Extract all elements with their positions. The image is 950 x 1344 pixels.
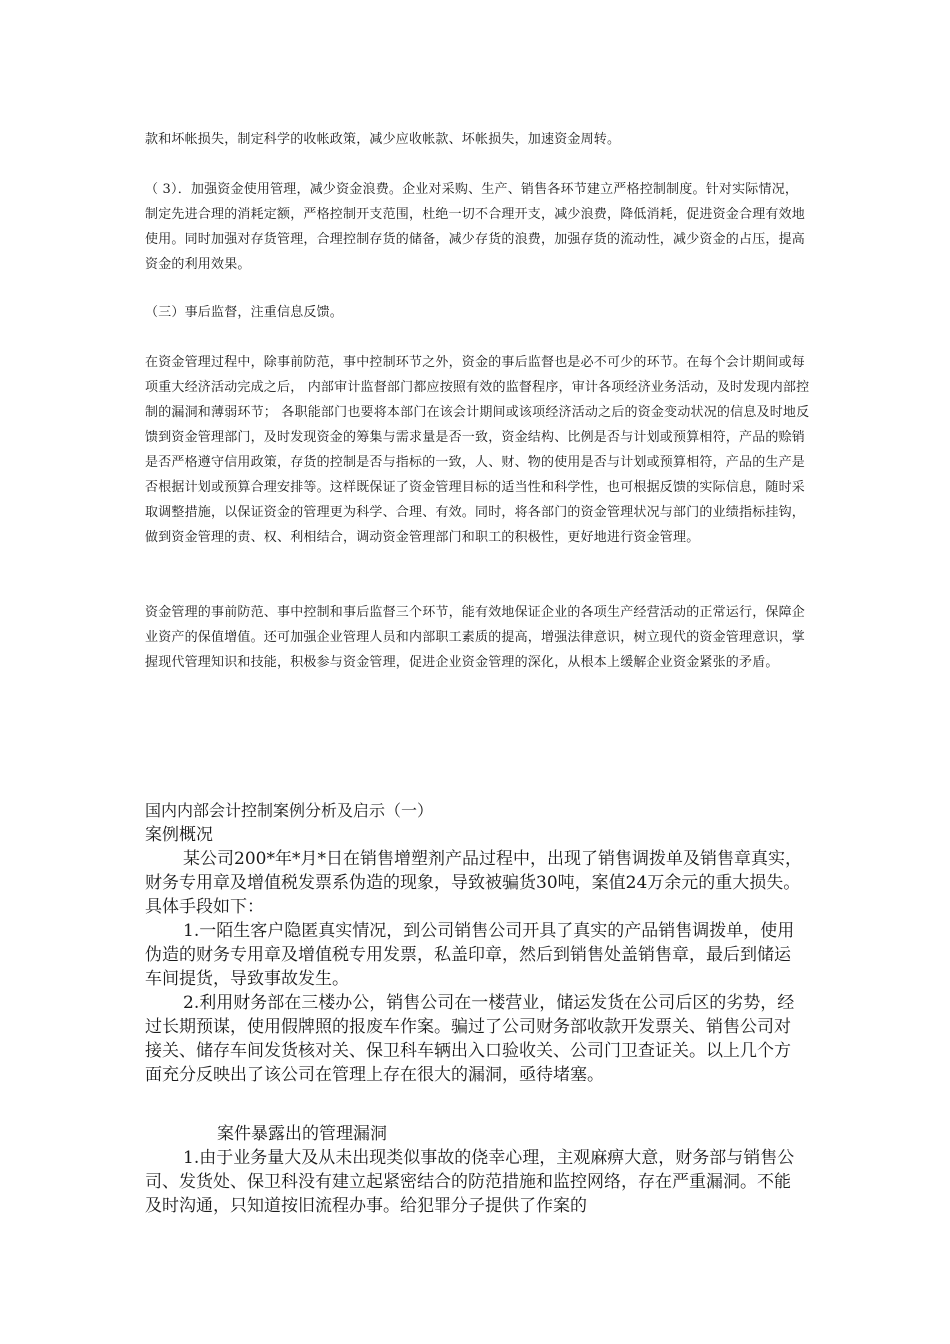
- paragraph-post-supervision: 在资金管理过程中，除事前防范，事中控制环节之外，资金的事后监督也是必不可少的环节。在每个会计期间或每项重大经济活动完成之后， 内部审计监督部门都应按照有效的监督程序，审计各项经济业务活动，及时发现内部控制的漏洞和薄弱环节； 各职能部门也要将本部门在该会计期间或该项经济活动之后的资金变动状况的信息及时地反馈到资金管理部门，及时发现资金的筹集与需求量是否一致，资金结构、比例是否与计划或预算相符，产品的赊销是否严格遵守信用政策，存货的控制是否与指标的一致，人、财、物的使用是否与计划或预算相符，产品的生产是否根据计划或预算合理安排等。这样既保证了资金管理目标的适当性和科学性，也可根据反馈的实际信息，随时采取调整措施，以保证资金的管理更为科学、合理、有效。同时，将各部门的资金管理状况与部门的业绩指标挂钩，做到资金管理的责、权、利相结合，调动资金管理部门和职工的积极性，更好地进行资金管理。: [145, 355, 810, 545]
- paragraph-collection-policy: 款和坏帐损失，制定科学的收帐政策，减少应收帐款、坏帐损失，加速资金周转。: [145, 132, 621, 147]
- case-title: 国内内部会计控制案例分析及启示（一）: [145, 801, 434, 820]
- paragraph-fund-usage: （ 3）．加强资金使用管理，减少资金浪费。企业对采购、生产、销售各环节建立严格控制制度。针对实际情况，制定先进合理的消耗定额，严格控制开支范围，杜绝一切不合理开支，减少浪费，降低消耗，促进资金合理有效地使用。同时加强对存货管理，合理控制存货的储备，减少存货的浪费，加强存货的流动性，减少资金的占压，提高资金的利用效果。: [145, 182, 806, 272]
- case-intro-paragraph: 某公司200*年*月*日在销售增塑剂产品过程中，出现了销售调拨单及销售章真实，财务专用章及增值税发票系伪造的现象，导致被骗货30吨，案值24万余元的重大损失。具体手段如下：: [145, 849, 802, 917]
- case-overview-heading: 案例概况: [145, 825, 213, 845]
- case-item-2: 2.利用财务部在三楼办公，销售公司在一楼营业，储运发货在公司后区的劣势，经过长期预谋，使用假牌照的报废车作案。骗过了公司财务部收款开发票关、销售公司对接关、储存车间发货核对关、保卫科车辆出入口验收关、公司门卫查证关。以上几个方面充分反映出了该公司在管理上存在很大的漏洞，亟待堵塞。: [145, 993, 795, 1085]
- paragraph-summary: 资金管理的事前防范、事中控制和事后监督三个环节，能有效地保证企业的各项生产经营活动的正常运行，保障企业资产的保值增值。还可加强企业管理人员和内部职工素质的提高，增强法律意识，树立现代的资金管理意识，掌握现代管理知识和技能，积极参与资金管理，促进企业资金管理的深化，从根本上缓解企业资金紧张的矛盾。: [145, 605, 806, 670]
- loophole-item-1: 1.由于业务量大及从未出现类似事故的侥幸心理，主观麻痹大意，财务部与销售公司、发货处、保卫科没有建立起紧密结合的防范措施和监控网络，存在严重漏洞。不能及时沟通，只知道按旧流程办事。给犯罪分子提供了作案的: [145, 1148, 795, 1216]
- section-heading-post-supervision: （三）事后监督，注重信息反馈。: [145, 305, 344, 320]
- loopholes-heading: 案件暴露出的管理漏洞: [217, 1124, 387, 1144]
- case-item-1: 1.一陌生客户隐匿真实情况，到公司销售公司开具了真实的产品销售调拨单，使用伪造的财务专用章及增值税专用发票，私盖印章，然后到销售处盖销售章，最后到储运车间提货，导致事故发生。: [145, 921, 795, 989]
